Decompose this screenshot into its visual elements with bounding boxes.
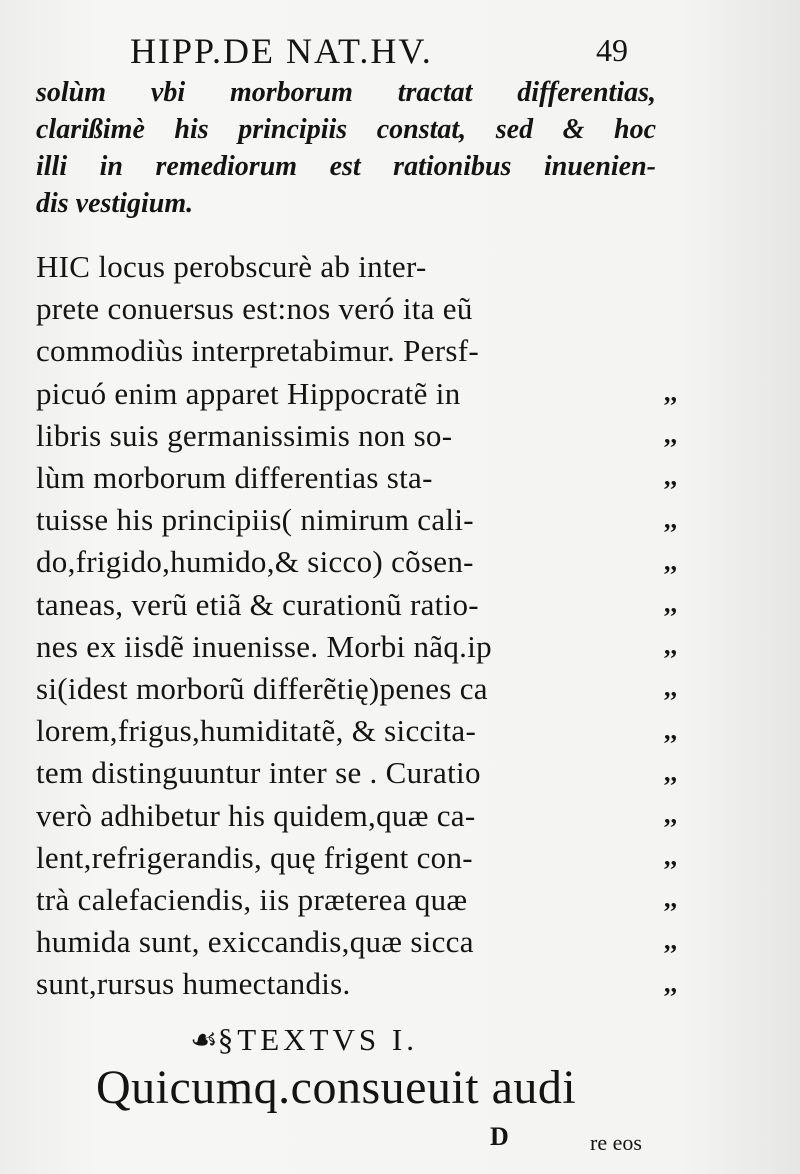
text-line: trà calefaciendis, iis præterea quæ: [36, 882, 468, 918]
page-header: [118, 30, 678, 80]
text-opening-line: Quicumq.consueuit audi: [96, 1061, 577, 1114]
signature-mark: D: [490, 1122, 509, 1151]
fleuron-ornament-icon: ☙§: [190, 1022, 234, 1057]
text-line: taneas, verũ etiã & curationũ ratio-: [36, 586, 479, 622]
quote-mark: ,,: [664, 673, 677, 703]
text-line: lent,refrigerandis, quę frigent con-: [36, 839, 473, 875]
text-line: dis vestigium.: [36, 188, 194, 219]
text-line: prete conuersus est:nos veró ita eũ: [36, 291, 473, 327]
text-line: clarißimè his principiis constat, sed & hoc: [36, 114, 656, 145]
quote-mark: ,,: [664, 757, 677, 787]
quote-mark: ,,: [664, 631, 677, 661]
quote-mark: ,,: [664, 968, 677, 998]
text-line: tem distinguuntur inter se . Curatio: [36, 755, 481, 791]
quote-mark: ,,: [664, 588, 677, 618]
quote-mark: ,,: [664, 715, 677, 745]
marginal-quote-marks: [664, 372, 704, 1005]
text-line: verò adhibetur his quidem,quæ ca-: [36, 797, 476, 833]
section-heading: [190, 1022, 418, 1058]
quote-mark: ,,: [664, 504, 677, 534]
text-line: HIC locus perobscurè ab inter-: [36, 249, 427, 284]
quote-mark: ,,: [664, 420, 677, 450]
text-line: picuó enim apparet Hippocratẽ in: [36, 375, 461, 411]
commentary-roman-block: [36, 246, 656, 1006]
quote-mark: ,,: [664, 462, 677, 492]
text-line: libris suis germanissimis non so-: [36, 417, 453, 453]
text-line: do,frigido,humido,& sicco) cõsen-: [36, 544, 474, 580]
text-line: si(idest morborũ differẽtię)penes ca: [36, 671, 488, 707]
text-line: lùm morborum differentias sta-: [36, 460, 433, 496]
text-line: illi in remediorum est rationibus inuenien-: [36, 151, 656, 182]
text-line: solùm vbi morborum tractat differentias,: [36, 77, 656, 108]
quote-mark: ,,: [664, 546, 677, 576]
text-line: nes ex iisdẽ inuenisse. Morbi nãq.ip: [36, 628, 492, 664]
quote-mark: ,,: [664, 926, 677, 956]
text-line: tuisse his principiis( nimirum cali-: [36, 502, 474, 538]
quote-mark: ,,: [664, 378, 677, 407]
quote-mark: ,,: [664, 842, 677, 872]
quote-mark: ,,: [664, 799, 677, 829]
text-line: sunt,rursus humectandis.: [36, 966, 351, 1002]
section-heading-label: TEXTVS I.: [237, 1022, 418, 1057]
commentary-italic-block: [36, 74, 656, 222]
text-line: humida sunt, exiccandis,quæ sicca: [36, 924, 474, 960]
page-number: 49: [596, 32, 628, 68]
catchword: re eos: [590, 1130, 642, 1155]
quote-mark: ,,: [664, 884, 677, 914]
text-line: commodiùs interpretabimur. Persf-: [36, 333, 479, 369]
running-head: HIPP.DE NAT.HV.: [130, 31, 433, 71]
text-line: lorem,frigus,humiditatẽ, & siccita-: [36, 713, 477, 749]
